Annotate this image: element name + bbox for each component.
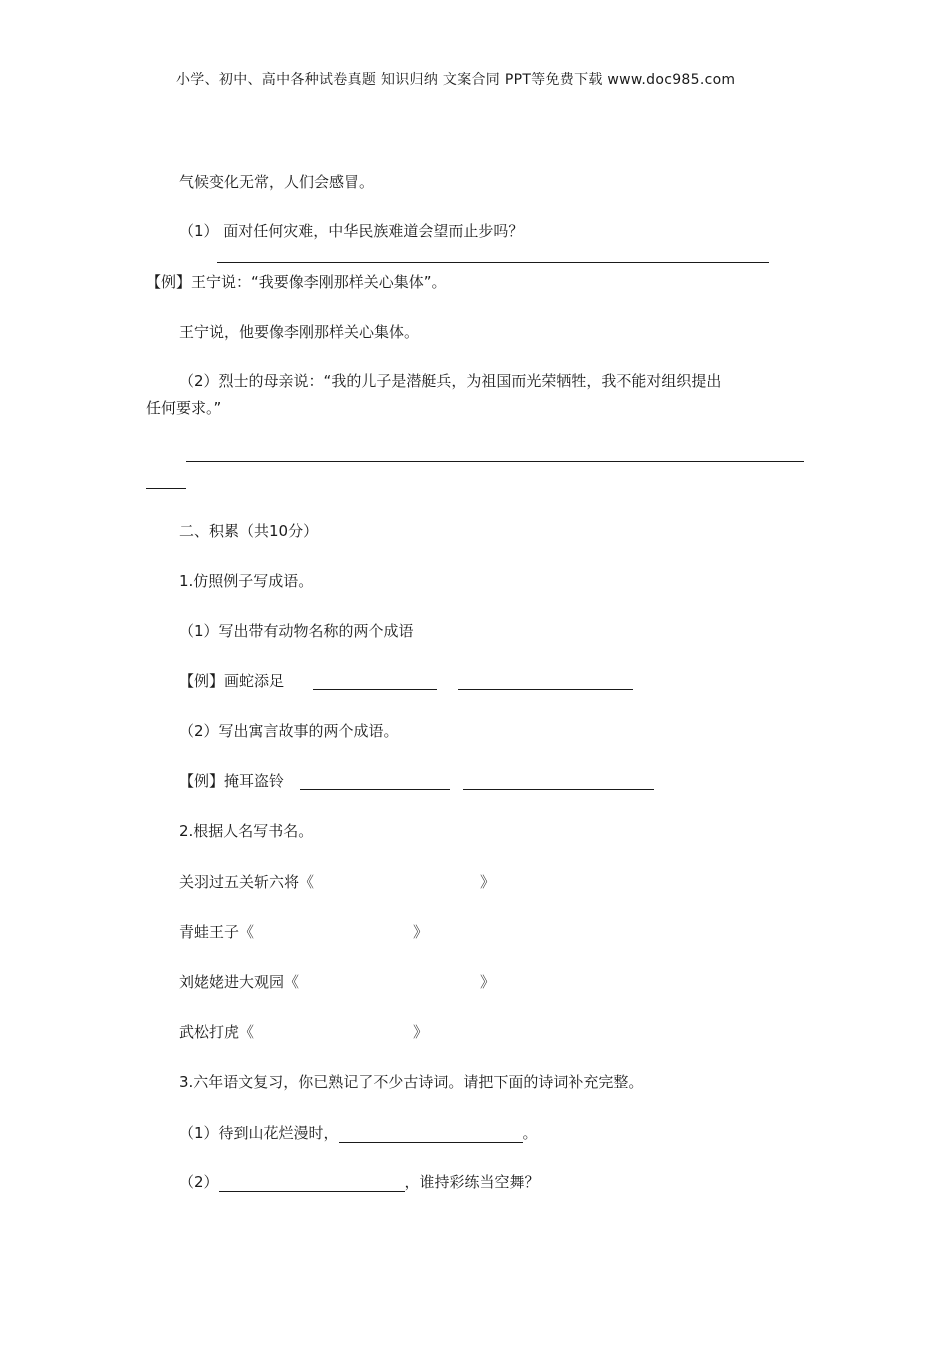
book-prompt-guanyu: 关羽过五关斩六将《 xyxy=(179,873,315,891)
answer-line-1[interactable] xyxy=(217,262,769,263)
question-poems: 3.六年语文复习，你已熟记了不少古诗词。请把下面的诗词补充完整。 xyxy=(179,1073,644,1091)
question-book-titles: 2.根据人名写书名。 xyxy=(179,822,314,840)
book-prompt-liulaolao: 刘姥姥进大观园《 xyxy=(179,973,300,991)
idioms-fable-row xyxy=(179,771,284,791)
book-close-liulaolao: 》 xyxy=(480,973,496,991)
idioms-fable-prompt: （2）写出寓言故事的两个成语。 xyxy=(179,722,399,740)
poem-2-prefix: （2） xyxy=(179,1173,219,1191)
question-2-text-line1: （2）烈士的母亲说：“我的儿子是潜艇兵，为祖国而光荣牺牲，我不能对组织提出 xyxy=(179,372,722,390)
poem-1-prefix: （1）待到山花烂漫时， xyxy=(179,1124,339,1142)
example-answer: 王宁说，他要像李刚那样关心集体。 xyxy=(179,323,420,341)
page-header: 小学、初中、高中各种试卷真题 知识归纳 文案合同 PPT等免费下载 www.doc985.com xyxy=(176,72,736,88)
section-2-heading: 二、积累（共10分） xyxy=(179,522,319,540)
poem-2-blank[interactable] xyxy=(219,1175,405,1192)
question-idioms: 1.仿照例子写成语。 xyxy=(179,572,314,590)
idioms-animal-prompt: （1）写出带有动物名称的两个成语 xyxy=(179,622,414,640)
idioms-fable-example: 【例】掩耳盗铃 xyxy=(179,772,285,790)
idiom-animal-blank-2[interactable] xyxy=(458,689,633,690)
book-prompt-frog-prince: 青蛙王子《 xyxy=(179,923,255,941)
poem-2-row xyxy=(179,1172,540,1192)
idiom-fable-blank-2[interactable] xyxy=(463,789,654,790)
question-1-text: （1） 面对任何灾难，中华民族难道会望而止步吗？ xyxy=(179,222,524,240)
poem-1-suffix: 。 xyxy=(522,1124,538,1142)
idioms-animal-row xyxy=(179,671,284,691)
idioms-animal-example: 【例】画蛇添足 xyxy=(179,672,285,690)
idiom-fable-blank-1[interactable] xyxy=(300,789,450,790)
answer-line-2a[interactable] xyxy=(186,461,804,462)
question-2-text-line2: 任何要求。” xyxy=(146,399,222,417)
book-close-guanyu: 》 xyxy=(480,873,496,891)
example-sentence: 【例】王宁说：“我要像李刚那样关心集体”。 xyxy=(146,273,447,291)
answer-line-2b[interactable] xyxy=(146,488,186,489)
poem-1-blank[interactable] xyxy=(339,1126,523,1143)
book-close-wusong: 》 xyxy=(413,1023,429,1041)
poem-1-row xyxy=(179,1123,538,1143)
poem-2-suffix: ，谁持彩练当空舞？ xyxy=(404,1173,540,1191)
idiom-animal-blank-1[interactable] xyxy=(313,689,437,690)
book-prompt-wusong: 武松打虎《 xyxy=(179,1023,255,1041)
sentence-climate: 气候变化无常，人们会感冒。 xyxy=(179,173,375,191)
book-close-frog-prince: 》 xyxy=(413,923,429,941)
